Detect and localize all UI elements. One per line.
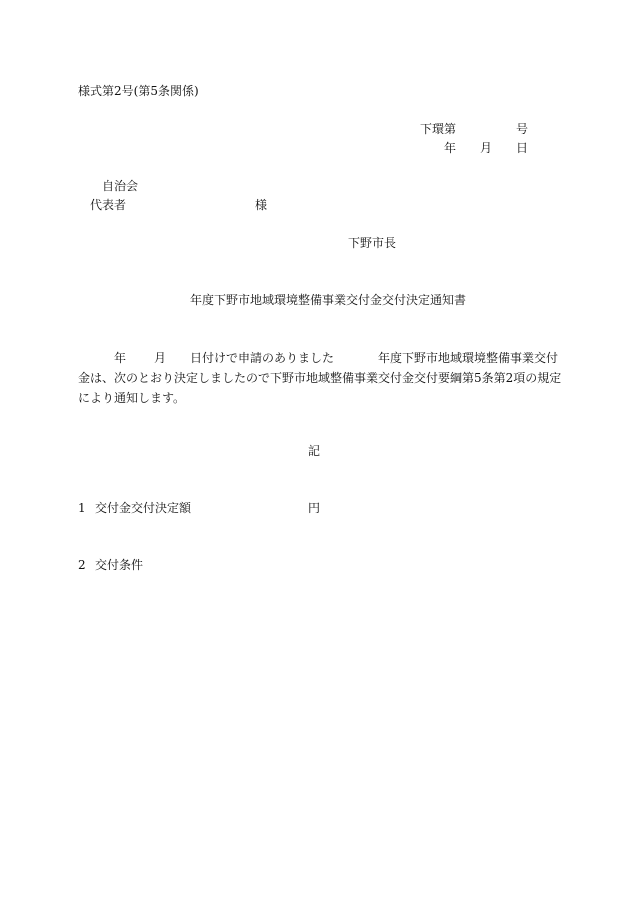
body-text-2: 年度下野市地域環境整備事業交付	[378, 351, 559, 365]
ki-heading: 記	[308, 444, 321, 458]
form-label: 様式第2号(第5条関係)	[78, 84, 199, 98]
item-1-unit: 円	[308, 501, 321, 515]
date-year: 年	[444, 141, 457, 155]
item-1-number: 1	[78, 501, 86, 515]
date-day: 日	[516, 141, 529, 155]
recipient-honorific: 様	[255, 198, 268, 212]
doc-number-suffix: 号	[516, 122, 529, 136]
body-line-2: 金は、次のとおり決定しましたので下野市地域整備事業交付金交付要綱第5条第2項の規定	[78, 371, 562, 385]
body-month: 月	[154, 351, 167, 365]
date-month: 月	[480, 141, 493, 155]
body-line-1	[78, 348, 562, 368]
recipient-org: 自治会	[102, 179, 139, 193]
recipient-rep: 代表者	[90, 198, 127, 212]
document-title: 年度下野市地域環境整備事業交付金交付決定通知書	[190, 293, 467, 307]
body-text-1: 日付けで申請のありました	[190, 351, 335, 365]
body-line-3: により通知します。	[78, 391, 186, 405]
body-year: 年	[114, 351, 127, 365]
item-1-label: 交付金交付決定額	[95, 501, 192, 515]
doc-number-prefix: 下環第	[420, 122, 457, 136]
body-paragraph	[78, 348, 562, 408]
item-2-number: 2	[78, 558, 86, 572]
item-2-label: 交付条件	[95, 558, 144, 572]
sender-name: 下野市長	[348, 236, 397, 250]
